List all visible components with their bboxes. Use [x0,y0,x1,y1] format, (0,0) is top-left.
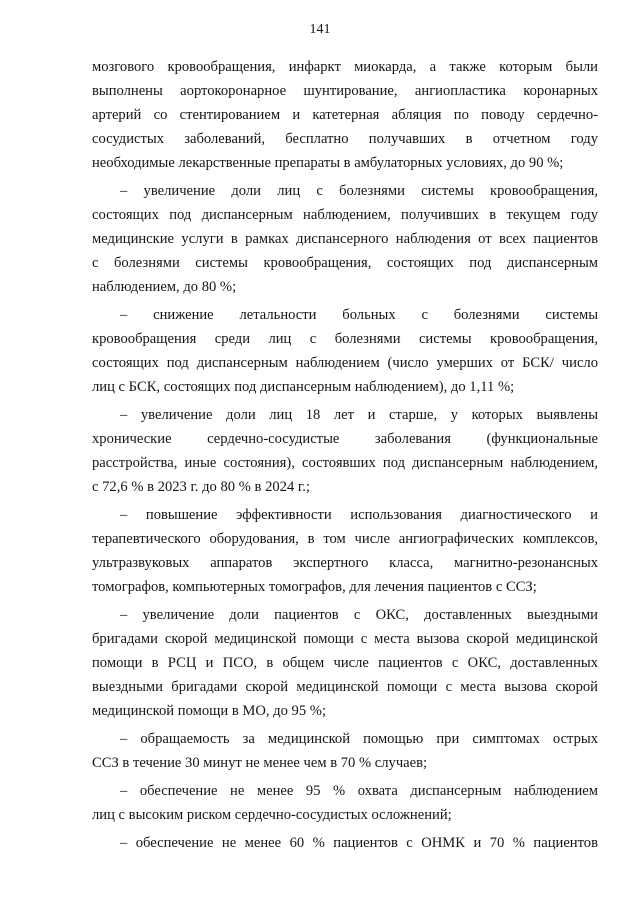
list-item [92,603,598,723]
text-line: – снижение летальности больных с болезнями системы [120,307,598,323]
text-line: помощи в РСЦ и ПСО, в общем числе пациентов с ОКС, доставленных [92,655,598,671]
text-line: лиц с высоким риском сердечно-сосудистых осложнений; [92,807,452,823]
text-line: медицинской помощи в МО, до 95 %; [92,703,326,719]
text-line: томографов, компьютерных томографов, для лечения пациентов с ССЗ; [92,579,537,595]
text-line: лиц с БСК, состоящих под диспансерным наблюдением), до 1,11 %; [92,379,515,395]
text-line: состоящих под диспансерным наблюдением, получивших в текущем году [92,207,598,223]
text-line: бригадами скорой медицинской помощи с места вызова скорой медицинской [92,631,598,647]
paragraph [92,55,598,175]
list-item [92,303,598,399]
text-line: – обращаемость за медицинской помощью при симптомах острых [120,731,598,747]
list-item [92,179,598,299]
text-line: – обеспечение не менее 95 % охвата диспансерным наблюдением [120,783,598,799]
text-line: ультразвуковых аппаратов экспертного класса, магнитно-резонансных [92,555,598,571]
text-line: выполнены аортокоронарное шунтирование, ангиопластика коронарных [92,83,598,99]
list-item [92,779,598,827]
text-line: мозгового кровообращения, инфаркт миокарда, а также которым были [92,59,598,75]
text-line: выездными бригадами скорой медицинской помощи с места вызова скорой [92,679,598,695]
text-line: – увеличение доли лиц 18 лет и старше, у которых выявлены [120,407,598,423]
text-line: – увеличение доли пациентов с ОКС, доставленных выездными [120,607,598,623]
text-line: состоящих под диспансерным наблюдением (число умерших от БСК/ число [92,355,598,371]
text-line: расстройства, иные состояния), состоявших под диспансерным наблюдением, [92,455,598,471]
text-line: кровообращения среди лиц с болезнями системы кровообращения, [92,331,598,347]
list-item [92,831,598,855]
list-item [92,503,598,599]
document-body [92,55,598,859]
text-line: артерий со стентированием и катетерная абляция по поводу сердечно- [92,107,598,123]
list-item [92,403,598,499]
text-line: хронические сердечно-сосудистые заболевания (функциональные [92,431,598,447]
text-line: сосудистых заболеваний, бесплатно получавших в отчетном году [92,131,598,147]
text-line: с болезнями системы кровообращения, состоящих под диспансерным [92,255,598,271]
text-line: медицинские услуги в рамках диспансерного наблюдения от всех пациентов [92,231,598,247]
page-number: 141 [309,22,331,37]
text-line: ССЗ в течение 30 минут не менее чем в 70 % случаев; [92,755,428,771]
text-line: наблюдением, до 80 %; [92,279,237,295]
text-line: терапевтического оборудования, в том числе ангиографических комплексов, [92,531,598,547]
text-line: с 72,6 % в 2023 г. до 80 % в 2024 г.; [92,479,310,495]
text-line: необходимые лекарственные препараты в амбулаторных условиях, до 90 %; [92,155,564,171]
text-line: – повышение эффективности использования диагностического и [120,507,598,523]
text-line: – обеспечение не менее 60 % пациентов с ОНМК и 70 % пациентов [120,835,598,851]
list-item [92,727,598,775]
text-line: – увеличение доли лиц с болезнями системы кровообращения, [120,183,598,199]
